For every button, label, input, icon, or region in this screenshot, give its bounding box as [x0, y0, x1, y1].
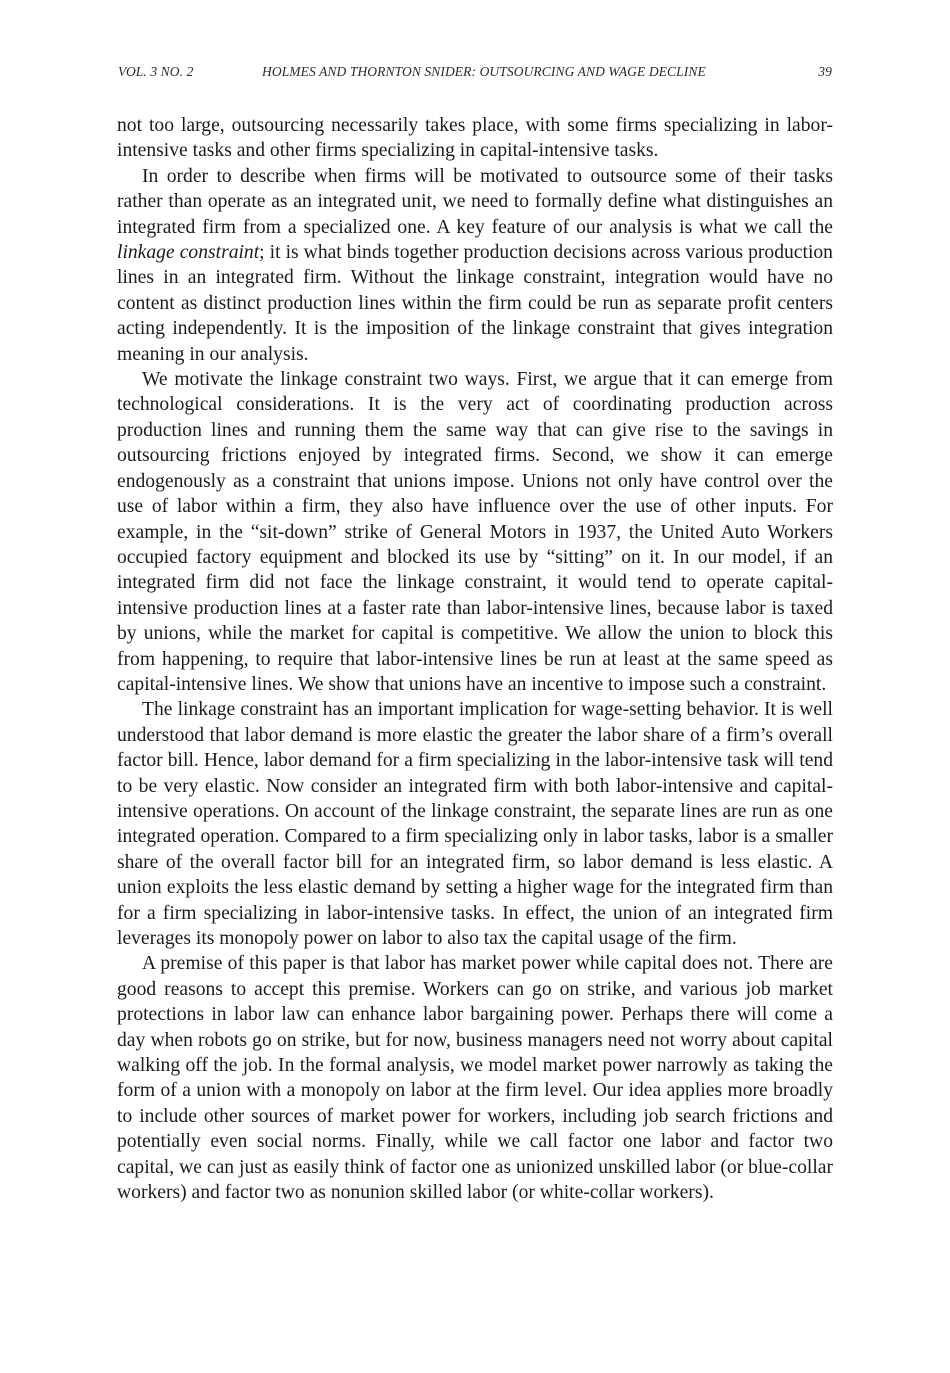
running-title: HOLMES AND THORNTON SNIDER: OUTSOURCING AND WAGE DECLINE [262, 64, 706, 79]
paragraph-5: A premise of this paper is that labor has market power while capital does not. There are good reasons to accept this premise. Workers can go on strike, and various job market protections in labor law can enhance labor bargaining power. Perhaps there will come a day when robots go on strike, but for now, business managers need not worry about capital walking off the job. In the formal analysis, we model market power narrowly as taking the form of a union with a monopoly on labor at the firm level. Our idea applies more broadly to include other sources of market power for workers, including job search frictions and potentially even social norms. Finally, while we call factor one labor and factor two capital, we can just as easily think of factor one as unionized unskilled labor (or blue-collar workers) and factor two as nonunion skilled labor (or white-collar workers). [117, 953, 833, 1204]
paragraph-2-text-before: In order to describe when firms will be motivated to outsource some of their tasks rather than operate as an integrated unit, we need to formally define what distinguishes an integrated firm from a specialized one. A key feature of our analysis is what we call the [117, 165, 833, 238]
paragraph-2 [117, 164, 833, 367]
running-header [118, 64, 832, 86]
paragraph-2-text-after: ; it is what binds together production decisions across various production lines in an integrated firm. Without the linkage constraint, integration would have no content as distinct production lines within the firm could be run as separate profit centers acting independently. It is the imposition of the linkage constraint that gives integration meaning in our analysis. [117, 242, 833, 365]
paragraph-4: The linkage constraint has an important implication for wage-setting behavior. It is well understood that labor demand is more elastic the greater the labor share of a firm’s overall factor bill. Hence, labor demand for a firm specializing in the labor-intensive task will tend to be very elastic. Now consider an integrated firm with both labor-intensive and capital-intensive operations. On account of the linkage constraint, the separate lines are run as one integrated operation. Compared to a firm specializing only in labor tasks, labor is a smaller share of the overall factor bill for an integrated firm, so labor demand is less elastic. A union exploits the less elastic demand by setting a higher wage for the integrated firm than for a firm specializing in labor-intensive tasks. In effect, the union of an integrated firm leverages its monopoly power on labor to also tax the capital usage of the firm. [117, 699, 833, 949]
article-body [117, 113, 833, 1205]
paragraph-3: We motivate the linkage constraint two ways. First, we argue that it can emerge from technological considerations. It is the very act of coordinating production across production lines and running them the same way that can give rise to the savings in outsourcing frictions enjoyed by integrated firms. Second, we show it can emerge endogenously as a constraint that unions impose. Unions not only have control over the use of labor within a firm, they also have influence over the use of other inputs. For example, in the “sit-down” strike of General Motors in 1937, the United Auto Workers occupied factory equipment and blocked its use by “sitting” on it. In our model, if an integrated firm did not face the linkage constraint, it would tend to operate capital-intensive production lines at a faster rate than labor-intensive lines, because labor is taxed by unions, while the market for capital is competitive. We allow the union to block this from happening, to require that labor-intensive lines be run at least at the same speed as capital-intensive lines. We show that unions have an incentive to impose such a constraint. [117, 369, 833, 695]
paragraph-1: not too large, outsourcing necessarily takes place, with some firms specializing in labor-intensive tasks and other firms specializing in capital-intensive tasks. [117, 115, 833, 162]
linkage-constraint-term: linkage constraint [117, 242, 260, 264]
page-number: 39 [818, 64, 832, 79]
volume-label: VOL. 3 NO. 2 [118, 64, 194, 79]
